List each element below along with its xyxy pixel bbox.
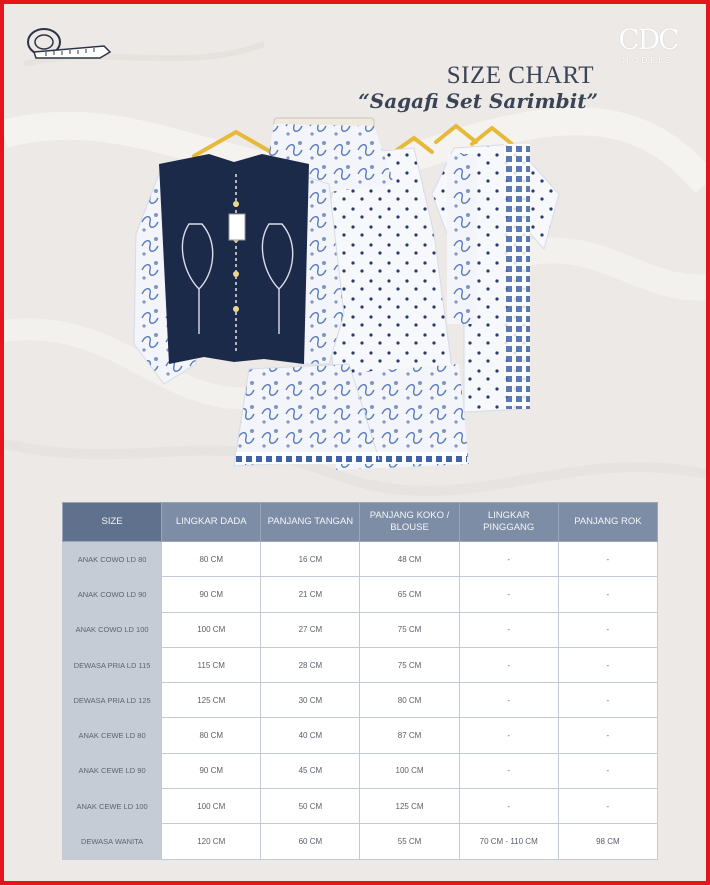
size-cell: ANAK COWO LD 80 (63, 542, 162, 577)
table-cell: - (558, 753, 657, 788)
table-cell: 27 CM (261, 612, 360, 647)
table-cell: 87 CM (360, 718, 459, 753)
column-header-lingkar-pinggang: LINGKAR PINGGANG (459, 503, 558, 542)
size-cell: DEWASA PRIA LD 125 (63, 683, 162, 718)
table-row (63, 789, 658, 824)
table-cell: 55 CM (360, 824, 459, 859)
column-header-lingkar-dada: LINGKAR DADA (162, 503, 261, 542)
table-cell: - (459, 542, 558, 577)
table-cell: 98 CM (558, 824, 657, 859)
column-header-size: SIZE (63, 503, 162, 542)
table-cell: 48 CM (360, 542, 459, 577)
table-row (63, 718, 658, 753)
table-cell: 80 CM (162, 542, 261, 577)
column-header-panjang-tangan: PANJANG TANGAN (261, 503, 360, 542)
table-cell: 120 CM (162, 824, 261, 859)
size-cell: ANAK COWO LD 90 (63, 577, 162, 612)
size-cell: ANAK CEWE LD 100 (63, 789, 162, 824)
table-cell: 80 CM (360, 683, 459, 718)
table-cell: 28 CM (261, 647, 360, 682)
table-cell: 70 CM - 110 CM (459, 824, 558, 859)
table-cell: 65 CM (360, 577, 459, 612)
measuring-tape-icon (24, 24, 114, 64)
brand-logo (608, 23, 688, 65)
table-cell: 100 CM (162, 612, 261, 647)
size-cell: ANAK CEWE LD 80 (63, 718, 162, 753)
table-cell: - (558, 789, 657, 824)
table-cell: - (558, 718, 657, 753)
column-header-panjang-rok: PANJANG ROK (558, 503, 657, 542)
table-row (63, 647, 658, 682)
size-cell: ANAK CEWE LD 90 (63, 753, 162, 788)
brand-subtext: MODELS (622, 56, 674, 65)
table-cell: 45 CM (261, 753, 360, 788)
size-cell: DEWASA PRIA LD 115 (63, 647, 162, 682)
table-cell: 75 CM (360, 647, 459, 682)
table-row (63, 824, 658, 859)
brand-mark: CDC (618, 23, 678, 56)
size-cell: DEWASA WANITA (63, 824, 162, 859)
table-cell: - (459, 753, 558, 788)
table-cell: - (558, 612, 657, 647)
table-row (63, 753, 658, 788)
table-row (63, 577, 658, 612)
table-cell: - (459, 683, 558, 718)
table-cell: 80 CM (162, 718, 261, 753)
table-cell: 115 CM (162, 647, 261, 682)
column-header-panjang-koko-blouse: PANJANG KOKO / BLOUSE (360, 503, 459, 542)
table-cell: - (558, 647, 657, 682)
table-cell: 90 CM (162, 577, 261, 612)
size-cell: ANAK COWO LD 100 (63, 612, 162, 647)
table-cell: 21 CM (261, 577, 360, 612)
table-cell: 60 CM (261, 824, 360, 859)
table-cell: - (558, 577, 657, 612)
table-cell: 100 CM (360, 753, 459, 788)
table-cell: 40 CM (261, 718, 360, 753)
table-cell: - (558, 683, 657, 718)
table-cell: - (558, 542, 657, 577)
table-cell: - (459, 789, 558, 824)
table-cell: - (459, 718, 558, 753)
product-name: “Sagafi Set Sarimbit” (358, 89, 598, 113)
table-header-row (63, 503, 658, 542)
table-cell: 75 CM (360, 612, 459, 647)
table-cell: 16 CM (261, 542, 360, 577)
page-title: SIZE CHART (446, 62, 594, 89)
table-cell: 100 CM (162, 789, 261, 824)
size-table (62, 502, 658, 860)
table-cell: 90 CM (162, 753, 261, 788)
product-photo (114, 114, 614, 484)
table-cell: 30 CM (261, 683, 360, 718)
table-cell: - (459, 612, 558, 647)
table-row (63, 683, 658, 718)
table-cell: - (459, 577, 558, 612)
table-cell: 125 CM (162, 683, 261, 718)
table-row (63, 612, 658, 647)
table-row (63, 542, 658, 577)
table-cell: 125 CM (360, 789, 459, 824)
table-cell: 50 CM (261, 789, 360, 824)
table-cell: - (459, 647, 558, 682)
